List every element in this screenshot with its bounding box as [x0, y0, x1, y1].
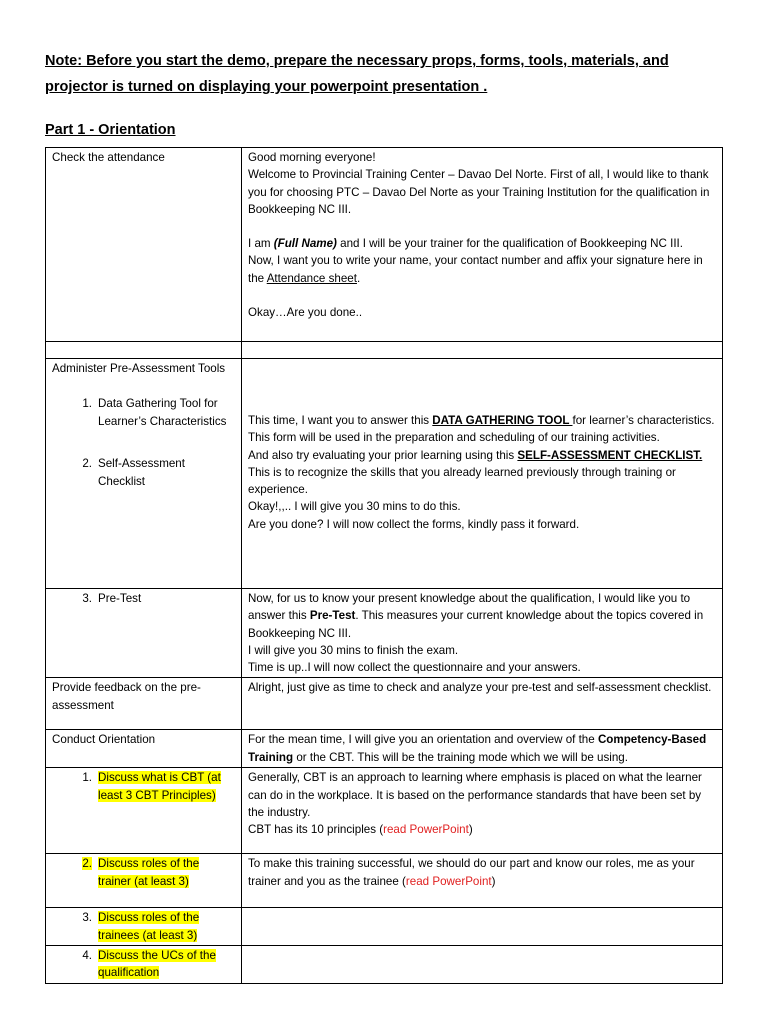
table-row-pretest: [46, 589, 723, 678]
table-row-preassessment: [46, 359, 723, 589]
orientation-item-1: 1. Discuss what is CBT (at least 3 CBT Principles): [82, 771, 221, 802]
done-question-text: Okay…Are you done..: [248, 306, 363, 320]
read-powerpoint-note: read PowerPoint: [383, 823, 469, 837]
orientation-text: For the mean time, I will give you an orientation and overview of the Competency-Based Training or the CBT. This will be the training mode which we will be using.: [248, 733, 707, 764]
feedback-script-cell: [242, 678, 723, 730]
self-assessment-text: And also try evaluating your prior learning using this SELF-ASSESSMENT CHECKLIST.: [248, 448, 703, 462]
table-row-ucs: [46, 946, 723, 984]
feedback-text: Alright, just give as time to check and analyze your pre-test and self-assessment checklist.: [248, 681, 712, 695]
orientation-item-3: 3. Discuss roles of the trainees (at least 3): [82, 911, 200, 942]
table-row-attendance: [46, 148, 723, 342]
table-row-empty: [46, 342, 723, 359]
trainer-intro-text: I am (Full Name) and I will be your trainer for the qualification of Bookkeeping NC III.: [248, 237, 683, 251]
preassessment-item-3: 3. Pre-Test: [82, 592, 142, 605]
table-row-roles-trainer: [46, 854, 723, 908]
preassessment-item-1: 1. Data Gathering Tool for Learner’s Characteristics: [82, 397, 227, 428]
cbt-script-cell: [242, 768, 723, 854]
attendance-task-label: Check the attendance: [52, 151, 165, 164]
preassessment-script-cell: [242, 359, 723, 589]
ucs-task-cell: [46, 946, 242, 984]
cbt-principles-text: CBT has its 10 principles (read PowerPoint): [248, 823, 473, 837]
table-row-orientation: [46, 730, 723, 768]
orientation-table: [45, 147, 723, 984]
orientation-item-4: 4. Discuss the UCs of the qualification: [82, 949, 216, 980]
pretest-text: Now, for us to know your present knowledge about the qualification, I would like you to answer this Pre-Test. This measures your current knowledge about the topics covered in Bookkeeping NC III.: [248, 592, 704, 640]
orientation-task-cell: [46, 730, 242, 768]
roles-trainer-script-cell: [242, 854, 723, 908]
demo-note: [45, 48, 735, 100]
full-name-placeholder: (Full Name): [273, 237, 337, 251]
roles-trainer-task-cell: [46, 854, 242, 908]
attendance-instruction-text: Now, I want you to write your name, your contact number and affix your signature here in the Attendance sheet.: [248, 254, 703, 285]
orientation-task-label: Conduct Orientation: [52, 733, 156, 747]
orientation-item-2: 2. Discuss roles of the trainer (at least 3): [82, 857, 200, 888]
preassessment-task-cell: [46, 359, 242, 589]
read-powerpoint-note: read PowerPoint: [405, 874, 492, 888]
roles-trainer-task-label: Discuss roles of the trainer (at least 3): [98, 857, 200, 888]
greeting-text: Good morning everyone!: [248, 151, 376, 164]
part-title: Part 1 - Orientation: [45, 122, 176, 138]
preassessment-task-label: Administer Pre-Assessment Tools: [52, 362, 226, 375]
roles-trainee-script-cell: [242, 908, 723, 946]
pretest-task-cell: [46, 589, 242, 678]
roles-trainee-task-cell: [46, 908, 242, 946]
cbt-task-cell: [46, 768, 242, 854]
roles-trainer-text: To make this training successful, we should do our part and know our roles, me as your trainer and you as the trainee (read PowerPoint): [248, 857, 695, 888]
table-row-roles-trainee: [46, 908, 723, 946]
orientation-script-cell: [242, 730, 723, 768]
table-row-feedback: [46, 678, 723, 730]
table-row-cbt: [46, 768, 723, 854]
welcome-text: Welcome to Provincial Training Center – Davao Del Norte. First of all, I would like to thank you for choosing PTC – Davao Del Norte as your Training Institution for the qualification in Bookkeeping NC III.: [248, 168, 710, 216]
ucs-script-cell: [242, 946, 723, 984]
empty-cell-left: [46, 342, 242, 359]
cbt-definition-text: Generally, CBT is an approach to learning where emphasis is placed on what the learner can do in the workplace. It is based on the performance standards that have been set by the industry.: [248, 771, 702, 820]
attendance-task-cell: [46, 148, 242, 342]
self-assessment-time: Okay!,,.. I will give you 30 mins to do this.: [248, 500, 461, 514]
preassessment-item-2: 2. Self-Assessment Checklist: [82, 457, 185, 488]
roles-trainee-task-label: Discuss roles of the trainees (at least 3): [98, 911, 200, 942]
data-gathering-purpose: This form will be used in the preparation and scheduling of our training activities.: [248, 431, 660, 445]
pretest-script-cell: [242, 589, 723, 678]
pretest-time: I will give you 30 mins to finish the exam.: [248, 643, 459, 657]
feedback-task-cell: [46, 678, 242, 730]
pretest-collect: Time is up..I will now collect the questionnaire and your answers.: [248, 661, 581, 675]
ucs-task-label: Discuss the UCs of the qualification: [98, 949, 216, 980]
note-line-1: Note: Before you start the demo, prepare the necessary props, forms, tools, materials, and: [45, 53, 669, 69]
note-line-2: projector is turned on displaying your powerpoint presentation .: [45, 79, 488, 95]
data-gathering-text: This time, I want you to answer this DATA GATHERING TOOL for learner’s characteristics.: [248, 414, 715, 427]
self-assessment-collect: Are you done? I will now collect the forms, kindly pass it forward.: [248, 517, 580, 531]
feedback-task-label: Provide feedback on the pre-assessment: [52, 681, 201, 712]
empty-cell-right: [242, 342, 723, 359]
attendance-script-cell: [242, 148, 723, 342]
cbt-task-label: Discuss what is CBT (at least 3 CBT Principles): [98, 771, 221, 802]
self-assessment-purpose: This is to recognize the skills that you already learned previously through training or experience.: [248, 465, 676, 497]
attendance-sheet-term: Attendance sheet: [266, 271, 357, 285]
